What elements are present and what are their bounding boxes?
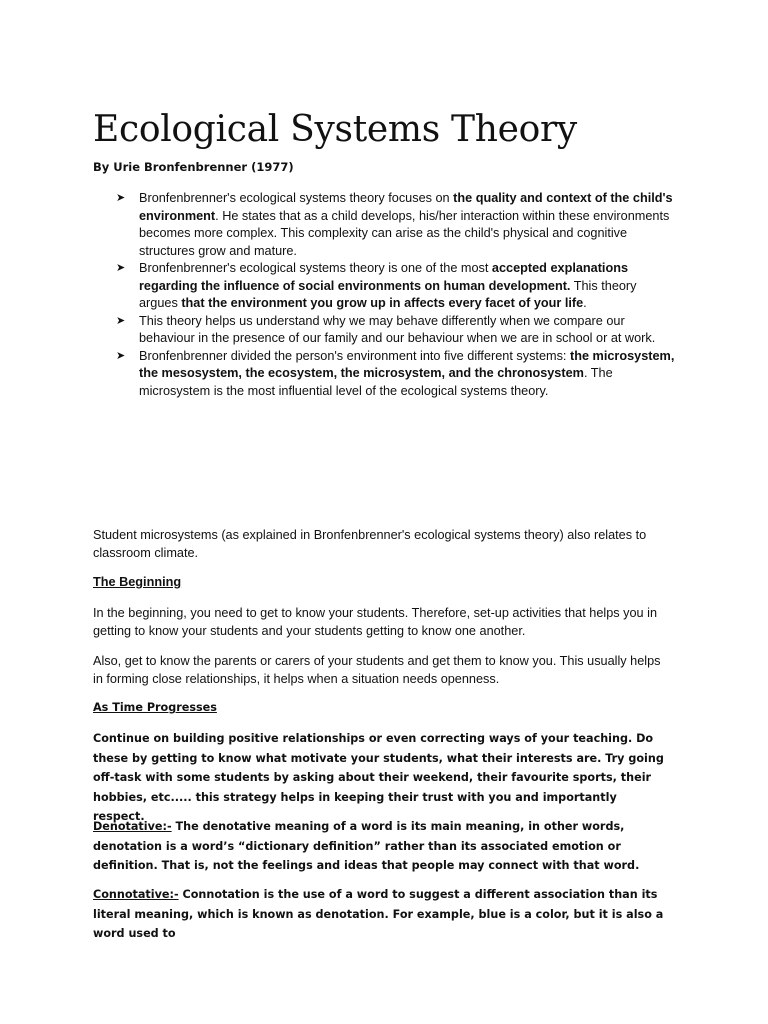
arrow-bullet-icon: ➤: [116, 192, 126, 204]
intro-paragraph: Student microsystems (as explained in Bronfenbrenner's ecological systems theory) also relates to classroom climate.: [93, 528, 647, 560]
beginning-paragraph-2: Also, get to know the parents or carers of your students and get them to know you. This usually helps in forming close relationships, it helps when a situation needs openness.: [93, 654, 661, 686]
arrow-bullet-icon: ➤: [116, 314, 126, 327]
bullet-item: ➤ Bronfenbrenner's ecological systems theory is one of the most accepted explanations regarding the influence of social environments on human development. This theory argues that the environment you grow up in affects every facet of your life.: [116, 261, 637, 310]
arrow-bullet-icon: ➤: [116, 262, 126, 274]
bullet-item: ➤ Bronfenbrenner's ecological systems theory focuses on the quality and context of the child's environment. He states that as a child develops, his/her interaction within these environments becomes more complex. This complexity can arise as the child's physical and cognitive structures grow and mature.: [116, 191, 673, 258]
section-heading-progress: As Time Progresses: [93, 701, 217, 714]
arrow-bullet-icon: ➤: [116, 349, 126, 362]
denotative-term: Denotative:-: [93, 820, 172, 833]
bullet-list: [116, 190, 676, 400]
bullet-item: ➤ This theory helps us understand why we may behave differently when we compare our behaviour in the presence of our family and our behaviour when we are in school or at work.: [116, 313, 656, 345]
document-title: Ecological Systems Theory: [93, 109, 577, 150]
progress-paragraph: Continue on building positive relationships or even correcting ways of your teaching. Do these by getting to know what motivate your students, what their interests are. Try going off-task with some students by asking about their weekend, their favourite sports, their hobbies, etc..... this strategy helps in keeping their trust with you and importantly respect.: [93, 732, 664, 823]
connotative-paragraph: Connotative:- Connotation is the use of a word to suggest a different association than its literal meaning, which is known as denotation. For example, blue is a color, but it is also a word used to: [93, 888, 664, 940]
bullet-item: ➤ Bronfenbrenner divided the person's environment into five different systems: the microsystem, the mesosystem, the ecosystem, the microsystem, and the chronosystem. The microsystem is the most influential level of the ecological systems theory.: [116, 348, 675, 398]
beginning-paragraph-1: In the beginning, you need to get to know your students. Therefore, set-up activities that helps you in getting to know your students and your students getting to know one another.: [93, 606, 658, 638]
section-heading-beginning: The Beginning: [93, 575, 182, 589]
byline: By Urie Bronfenbrenner (1977): [93, 160, 294, 174]
connotative-term: Connotative:-: [93, 888, 179, 901]
denotative-paragraph: Denotative:- The denotative meaning of a word is its main meaning, in other words, denotation is a word’s “dictionary definition” rather than its associated emotion or definition. That is, not the feelings and ideas that people may connect with that word.: [93, 820, 640, 872]
